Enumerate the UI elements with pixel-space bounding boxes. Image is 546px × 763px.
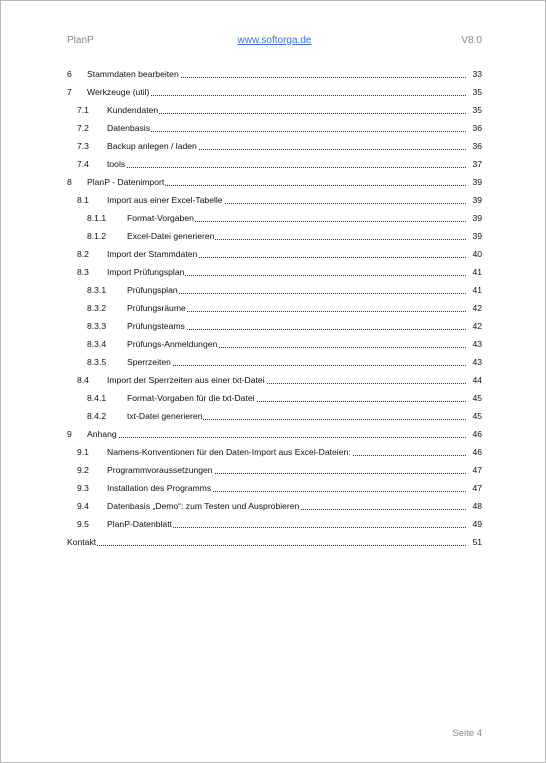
toc-entry[interactable]	[67, 191, 482, 209]
toc-entry[interactable]	[67, 443, 482, 461]
toc-entry-title-with-leader	[107, 371, 466, 389]
toc-entry-title-with-leader	[127, 209, 466, 227]
toc-entry[interactable]	[67, 119, 482, 137]
toc-entry-number: 9.5	[77, 519, 89, 529]
toc-entry-title: Anhang	[87, 429, 117, 439]
toc-entry-page: 41	[472, 285, 482, 295]
toc-entry-number: 9.2	[77, 465, 89, 475]
toc-entry[interactable]	[67, 425, 482, 443]
toc-entry-number: 7.3	[77, 141, 89, 151]
toc-entry-title: Import aus einer Excel-Tabelle	[107, 195, 223, 205]
page-number: Seite 4	[452, 728, 482, 739]
toc-entry-number: 8.3.5	[87, 357, 107, 367]
toc-entry-title: Prüfungs-Anmeldungen	[127, 339, 218, 349]
toc-entry-page: 37	[472, 159, 482, 169]
toc-entry-page: 44	[472, 375, 482, 385]
toc-entry-number: 8.1	[77, 195, 89, 205]
toc-entry-number: 8.3.2	[87, 303, 107, 313]
toc-entry[interactable]	[67, 461, 482, 479]
toc-entry-title: Kundendaten	[107, 105, 159, 115]
toc-entry-title: Installation des Programms	[107, 483, 212, 493]
website-link[interactable]: www.softorga.de	[237, 35, 312, 46]
toc-entry-title-with-leader	[87, 425, 466, 443]
toc-entry-title: txt-Datei generieren	[127, 411, 203, 421]
toc-entry-title-with-leader	[127, 335, 466, 353]
toc-entry[interactable]	[67, 101, 482, 119]
toc-entry-title: Programmvoraussetzungen	[107, 465, 213, 475]
toc-entry-title-with-leader	[127, 389, 466, 407]
toc-entry-page: 39	[472, 231, 482, 241]
toc-entry-title-with-leader	[127, 227, 466, 245]
toc-entry[interactable]	[67, 479, 482, 497]
toc-entry[interactable]	[67, 281, 482, 299]
toc-entry-title-with-leader	[107, 263, 466, 281]
toc-entry-title-with-leader	[107, 137, 466, 155]
toc-entry-number: 8.3.1	[87, 285, 107, 295]
toc-entry-title-with-leader	[127, 281, 466, 299]
toc-entry-page: 45	[472, 411, 482, 421]
toc-entry-number: 8.4	[77, 375, 89, 385]
toc-entry-page: 36	[472, 123, 482, 133]
toc-entry[interactable]	[67, 245, 482, 263]
toc-entry-number: 8.1.1	[87, 213, 107, 223]
toc-entry-number: 7	[67, 87, 72, 97]
toc-entry-title-with-leader	[127, 353, 466, 371]
toc-entry-title-with-leader	[107, 119, 466, 137]
toc-entry-title: Namens-Konventionen für den Daten-Import aus Excel-Dateien:	[107, 447, 351, 457]
toc-entry[interactable]	[67, 317, 482, 335]
toc-entry-title-with-leader	[127, 299, 466, 317]
toc-entry-title: Kontakt	[67, 537, 97, 547]
toc-entry-number: 7.4	[77, 159, 89, 169]
toc-entry-number: 9	[67, 429, 72, 439]
toc-entry-title-with-leader	[107, 461, 466, 479]
toc-entry[interactable]	[67, 227, 482, 245]
toc-entry-page: 49	[472, 519, 482, 529]
toc-entry-title-with-leader	[107, 245, 466, 263]
toc-entry-title-with-leader	[87, 83, 466, 101]
toc-entry-page: 39	[472, 177, 482, 187]
toc-entry[interactable]	[67, 65, 482, 83]
toc-entry-page: 36	[472, 141, 482, 151]
toc-entry-number: 8	[67, 177, 72, 187]
header-website	[67, 35, 482, 46]
toc-entry[interactable]	[67, 407, 482, 425]
toc-entry-page: 46	[472, 447, 482, 457]
toc-entry-title: Import der Sperrzeiten aus einer txt-Datei	[107, 375, 265, 385]
toc-entry-number: 8.4.1	[87, 393, 107, 403]
toc-entry-title: Backup anlegen / laden	[107, 141, 197, 151]
toc-entry-title-with-leader	[107, 479, 466, 497]
toc-entry-title: Import der Stammdaten	[107, 249, 198, 259]
toc-entry[interactable]	[67, 389, 482, 407]
toc-entry-number: 7.2	[77, 123, 89, 133]
toc-entry[interactable]	[67, 515, 482, 533]
toc-entry-page: 51	[472, 537, 482, 547]
toc-entry-title: Datenbasis „Demo“: zum Testen und Ausprobieren	[107, 501, 300, 511]
toc-entry-title: Format-Vorgaben	[127, 213, 194, 223]
toc-entry[interactable]	[67, 533, 482, 551]
toc-entry[interactable]	[67, 155, 482, 173]
toc-entry-page: 35	[472, 105, 482, 115]
toc-entry-number: 8.1.2	[87, 231, 107, 241]
toc-entry-page: 41	[472, 267, 482, 277]
toc-entry[interactable]	[67, 263, 482, 281]
toc-entry-page: 43	[472, 339, 482, 349]
toc-entry-number: 9.4	[77, 501, 89, 511]
toc-entry-number: 9.3	[77, 483, 89, 493]
toc-entry[interactable]	[67, 83, 482, 101]
toc-entry-title: Prüfungsräume	[127, 303, 186, 313]
toc-entry-page: 40	[472, 249, 482, 259]
toc-entry-title: Sperrzeiten	[127, 357, 171, 367]
toc-entry-page: 42	[472, 321, 482, 331]
toc-entry-page: 39	[472, 195, 482, 205]
toc-entry-number: 8.3	[77, 267, 89, 277]
toc-entry-title-with-leader	[107, 101, 466, 119]
toc-entry-title-with-leader	[127, 407, 466, 425]
toc-entry-number: 8.2	[77, 249, 89, 259]
toc-entry-title: Format-Vorgaben für die txt-Datei	[127, 393, 255, 403]
toc-entry-number: 9.1	[77, 447, 89, 457]
toc-entry-title-with-leader	[107, 515, 466, 533]
toc-entry-title: PlanP-Datenblatt	[107, 519, 172, 529]
toc-entry[interactable]	[67, 299, 482, 317]
toc-entry-title: Datenbasis	[107, 123, 150, 133]
toc-entry[interactable]	[67, 371, 482, 389]
toc-entry[interactable]	[67, 209, 482, 227]
toc-entry-title: Stammdaten bearbeiten	[87, 69, 179, 79]
toc-entry-number: 7.1	[77, 105, 89, 115]
toc-entry-page: 45	[472, 393, 482, 403]
toc-entry-title: Werkzeuge (util)	[87, 87, 150, 97]
toc-entry-title-with-leader	[127, 317, 466, 335]
toc-entry-title: Import Prüfungsplan	[107, 267, 185, 277]
toc-entry-number: 8.3.3	[87, 321, 107, 331]
toc-entry-page: 46	[472, 429, 482, 439]
table-of-contents	[67, 65, 482, 551]
toc-entry-number: 8.4.2	[87, 411, 107, 421]
toc-entry-page: 47	[472, 465, 482, 475]
toc-entry-title: Prüfungsplan	[127, 285, 178, 295]
toc-entry-title-with-leader	[87, 65, 466, 83]
toc-entry[interactable]	[67, 335, 482, 353]
toc-entry[interactable]	[67, 137, 482, 155]
toc-entry-number: 6	[67, 69, 72, 79]
toc-entry-title: Excel-Datei generieren	[127, 231, 215, 241]
toc-entry[interactable]	[67, 353, 482, 371]
header-app-name: PlanP	[67, 35, 94, 46]
toc-entry-number: 8.3.4	[87, 339, 107, 349]
toc-entry-title: tools	[107, 159, 126, 169]
toc-entry-page: 42	[472, 303, 482, 313]
toc-entry[interactable]	[67, 497, 482, 515]
toc-entry-title: Prüfungsteams	[127, 321, 185, 331]
toc-entry-page: 39	[472, 213, 482, 223]
toc-entry-page: 43	[472, 357, 482, 367]
header-version: V8.0	[461, 35, 482, 46]
page-header	[67, 35, 482, 49]
toc-entry-title-with-leader	[107, 443, 466, 461]
toc-entry[interactable]	[67, 173, 482, 191]
toc-entry-page: 47	[472, 483, 482, 493]
toc-entry-title-with-leader	[107, 497, 466, 515]
toc-entry-page: 48	[472, 501, 482, 511]
toc-entry-title-with-leader	[67, 533, 466, 551]
toc-entry-title: PlanP - Datenimport	[87, 177, 165, 187]
toc-entry-title-with-leader	[107, 155, 466, 173]
toc-entry-page: 35	[472, 87, 482, 97]
toc-entry-title-with-leader	[107, 191, 466, 209]
toc-entry-title-with-leader	[87, 173, 466, 191]
toc-entry-page: 33	[472, 69, 482, 79]
